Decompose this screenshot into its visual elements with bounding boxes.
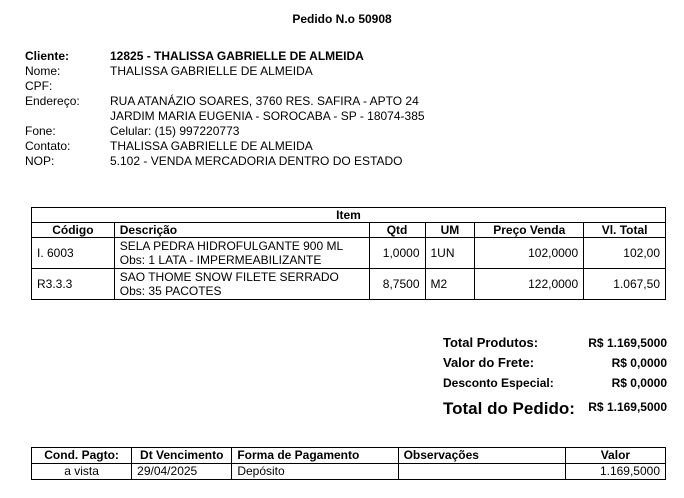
items-caption-row bbox=[32, 208, 666, 223]
item-descricao: SELA PEDRA HIDROFULGANTE 900 ML bbox=[119, 239, 344, 253]
payment-table bbox=[31, 447, 666, 480]
endereco-label: Endereço: bbox=[25, 94, 80, 108]
order-title: Pedido N.o 50908 bbox=[292, 12, 392, 26]
endereco-line1: RUA ATANÁZIO SOARES, 3760 RES. SAFIRA - APTO 24 bbox=[110, 94, 419, 108]
header-cond-pagto: Cond. Pagto: bbox=[32, 448, 132, 464]
item-qtd: 1,0000 bbox=[369, 238, 425, 269]
item-codigo: R3.3.3 bbox=[32, 269, 115, 300]
desconto-row bbox=[443, 373, 667, 393]
fone-value: Celular: (15) 997220773 bbox=[110, 124, 240, 138]
cpf-label: CPF: bbox=[25, 79, 53, 93]
desconto-label: Desconto Especial: bbox=[443, 376, 554, 390]
table-row bbox=[32, 269, 666, 300]
item-total: 1.067,50 bbox=[584, 269, 666, 300]
cliente-label: Cliente: bbox=[25, 49, 70, 63]
payment-obs bbox=[398, 464, 565, 480]
total-produtos-row bbox=[443, 333, 667, 353]
item-preco: 102,0000 bbox=[475, 238, 584, 269]
nop-label: NOP: bbox=[25, 154, 55, 168]
item-descricao: SAO THOME SNOW FILETE SERRADO bbox=[119, 270, 339, 284]
item-descricao-cell bbox=[114, 269, 369, 300]
payment-cond: a vista bbox=[32, 464, 132, 480]
total-pedido-value: R$ 1.169,5000 bbox=[588, 400, 667, 414]
payment-header-row bbox=[32, 448, 666, 464]
fone-label: Fone: bbox=[25, 124, 56, 138]
header-observacoes: Observações bbox=[398, 448, 565, 464]
item-descricao-cell bbox=[114, 238, 369, 269]
header-forma-pagamento: Forma de Pagamento bbox=[232, 448, 398, 464]
desconto-value: R$ 0,0000 bbox=[611, 376, 667, 390]
payment-forma: Depósito bbox=[232, 464, 398, 480]
nop-value: 5.102 - VENDA MERCADORIA DENTRO DO ESTADO bbox=[110, 154, 403, 168]
nome-label: Nome: bbox=[25, 64, 61, 78]
items-table bbox=[31, 207, 666, 300]
item-obs: Obs: 35 PACOTES bbox=[119, 284, 222, 298]
header-codigo: Código bbox=[32, 223, 115, 238]
payment-valor: 1.169,5000 bbox=[565, 464, 665, 480]
header-valor: Valor bbox=[565, 448, 665, 464]
total-produtos-label: Total Produtos: bbox=[443, 335, 539, 350]
contato-label: Contato: bbox=[25, 139, 71, 153]
total-produtos-value: R$ 1.169,5000 bbox=[588, 336, 667, 350]
header-preco: Preço Venda bbox=[475, 223, 584, 238]
header-um: UM bbox=[425, 223, 475, 238]
items-caption: Item bbox=[32, 208, 666, 223]
item-preco: 122,0000 bbox=[475, 269, 584, 300]
payment-vencimento: 29/04/2025 bbox=[132, 464, 232, 480]
items-header-row bbox=[32, 223, 666, 238]
cliente-value: 12825 - THALISSA GABRIELLE DE ALMEIDA bbox=[110, 49, 364, 63]
item-um: M2 bbox=[425, 269, 475, 300]
table-row bbox=[32, 464, 666, 480]
total-pedido-label: Total do Pedido: bbox=[443, 399, 575, 418]
item-total: 102,00 bbox=[584, 238, 666, 269]
table-row bbox=[32, 238, 666, 269]
header-qtd: Qtd bbox=[369, 223, 425, 238]
frete-value: R$ 0,0000 bbox=[611, 356, 667, 370]
item-codigo: I. 6003 bbox=[32, 238, 115, 269]
header-descricao: Descrição bbox=[114, 223, 369, 238]
item-um: 1UN bbox=[425, 238, 475, 269]
endereco-line2: JARDIM MARIA EUGENIA - SOROCABA - SP - 18074-385 bbox=[110, 109, 425, 123]
header-dt-vencimento: Dt Vencimento bbox=[132, 448, 232, 464]
nome-value: THALISSA GABRIELLE DE ALMEIDA bbox=[110, 64, 313, 78]
item-qtd: 8,7500 bbox=[369, 269, 425, 300]
totals-block bbox=[443, 333, 667, 423]
header-total: Vl. Total bbox=[584, 223, 666, 238]
contato-value: THALISSA GABRIELLE DE ALMEIDA bbox=[110, 139, 313, 153]
frete-label: Valor do Frete: bbox=[443, 355, 535, 370]
total-pedido-row bbox=[443, 395, 667, 423]
frete-row bbox=[443, 353, 667, 373]
item-obs: Obs: 1 LATA - IMPERMEABILIZANTE bbox=[119, 253, 322, 267]
